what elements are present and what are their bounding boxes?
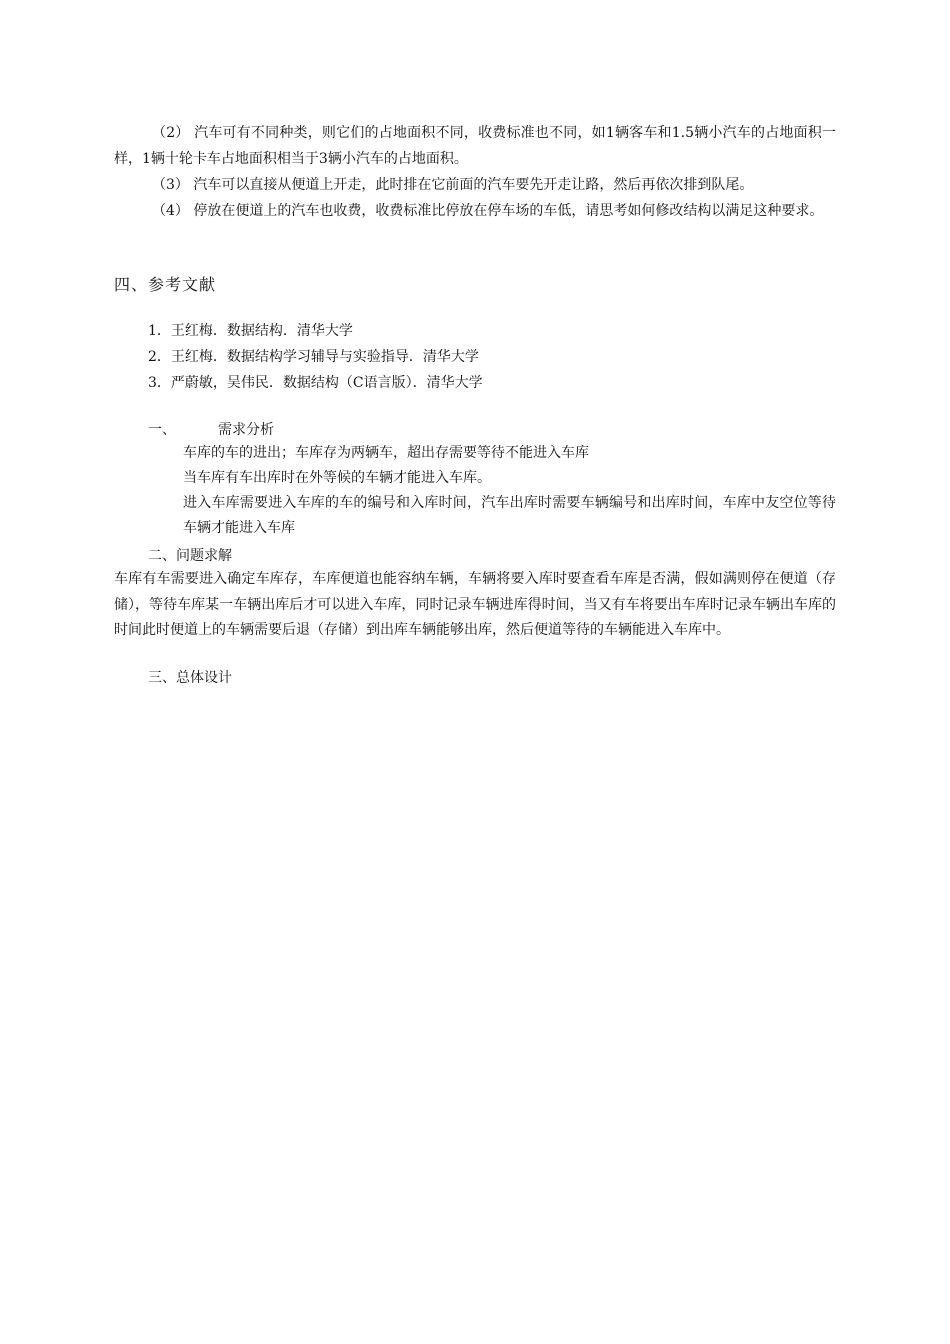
reference-item: 1．王红梅．数据结构．清华大学 xyxy=(148,323,353,339)
notes-block xyxy=(114,120,836,224)
references-heading: 四、参考文献 xyxy=(114,275,217,294)
section2-heading: 二、问题求解 xyxy=(148,548,232,564)
reference-item: 2．王红梅．数据结构学习辅导与实验指导．清华大学 xyxy=(148,349,479,365)
note-3: （3） 汽车可以直接从便道上开走，此时排在它前面的汽车要先开走让路，然后再依次排到队尾。 xyxy=(152,177,754,193)
section1-body xyxy=(183,441,836,541)
section1-title: 需求分析 xyxy=(218,422,274,438)
section1-line: 车库的车的进出；车库存为两辆车，超出存需要等待不能进入车库 xyxy=(183,445,589,461)
note-4: （4） 停放在便道上的汽车也收费，收费标准比停放在停车场的车低，请思考如何修改结构以满足这种要求。 xyxy=(152,203,824,219)
note-2: （2） 汽车可有不同种类，则它们的占地面积不同，收费标准也不同，如1辆客车和1.5辆小汽车的占地面积一样，1辆十轮卡车占地面积相当于3辆小汽车的占地面积。 xyxy=(114,125,836,167)
section3-heading: 三、总体设计 xyxy=(148,670,232,686)
section1-line: 进入车库需要进入车库的车的编号和入库时间，汽车出库时需要车辆编号和出库时间，车库中友空位等待车辆才能进入车库 xyxy=(183,495,836,536)
section1-heading xyxy=(148,417,274,443)
reference-item: 3．严蔚敏，吴伟民．数据结构（C语言版）．清华大学 xyxy=(148,375,483,391)
section1-number: 一、 xyxy=(148,422,176,438)
section1-line: 当车库有车出库时在外等候的车辆才能进入车库。 xyxy=(183,470,491,486)
references-list xyxy=(148,318,748,396)
section2-body: 车库有车需要进入确定车库存，车库便道也能容纳车辆，车辆将要入库时要查看车库是否满，假如满则停在便道（存储），等待车库某一车辆出库后才可以进入车库，同时记录车辆进库得时间，当又有车将要出车库时记录车辆出车库的时间此时便道上的车辆需要后退（存储）到出库车辆能够出库，然后便道等待的车辆能进入车库中。 xyxy=(114,571,836,638)
